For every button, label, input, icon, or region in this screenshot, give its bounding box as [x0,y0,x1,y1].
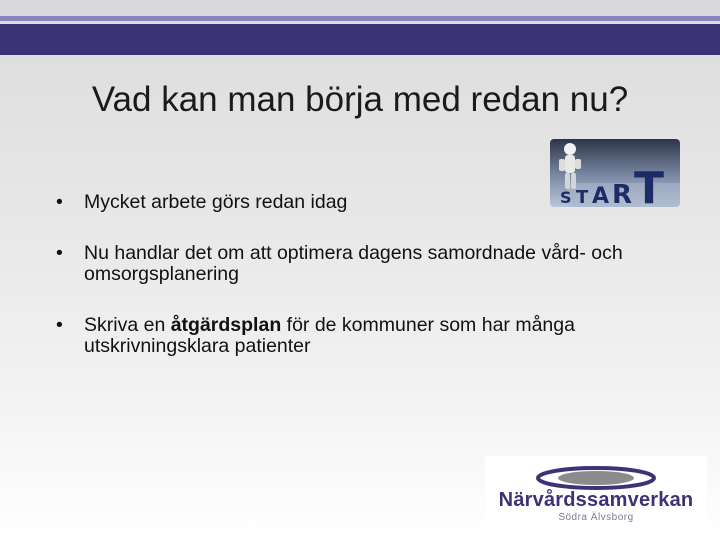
svg-text:R: R [612,180,633,207]
bullet-list [56,192,696,387]
svg-text:T: T [576,187,589,207]
logo [485,456,707,534]
bullet-bold-text: åtgärdsplan [170,314,282,336]
top-band-accent [0,16,720,21]
bullet-text: Skriva en [84,314,171,336]
top-band-dark [0,24,720,55]
bullet-item [56,243,696,285]
bullet-dot: • [56,191,63,213]
top-band-light [0,0,720,16]
bullet-item [56,315,696,357]
bullet-text: för de kommuner som har många utskrivningsklara patienter [84,314,575,357]
logo-subtitle: Södra Älvsborg [558,512,634,523]
bullet-text: Mycket arbete görs redan idag [84,191,348,213]
bullet-dot: • [56,314,63,336]
bullet-text: Nu handlar det om att optimera dagens samordnade vård- och omsorgsplanering [84,242,623,285]
bullet-item [56,192,696,213]
bullet-dot: • [56,242,63,264]
logo-name: Närvårdssamverkan [498,489,694,511]
svg-text:S: S [560,188,572,207]
svg-text:A: A [592,184,610,207]
slide-title: Vad kan man börja med redan nu? [91,80,629,119]
svg-text:T: T [634,163,665,207]
